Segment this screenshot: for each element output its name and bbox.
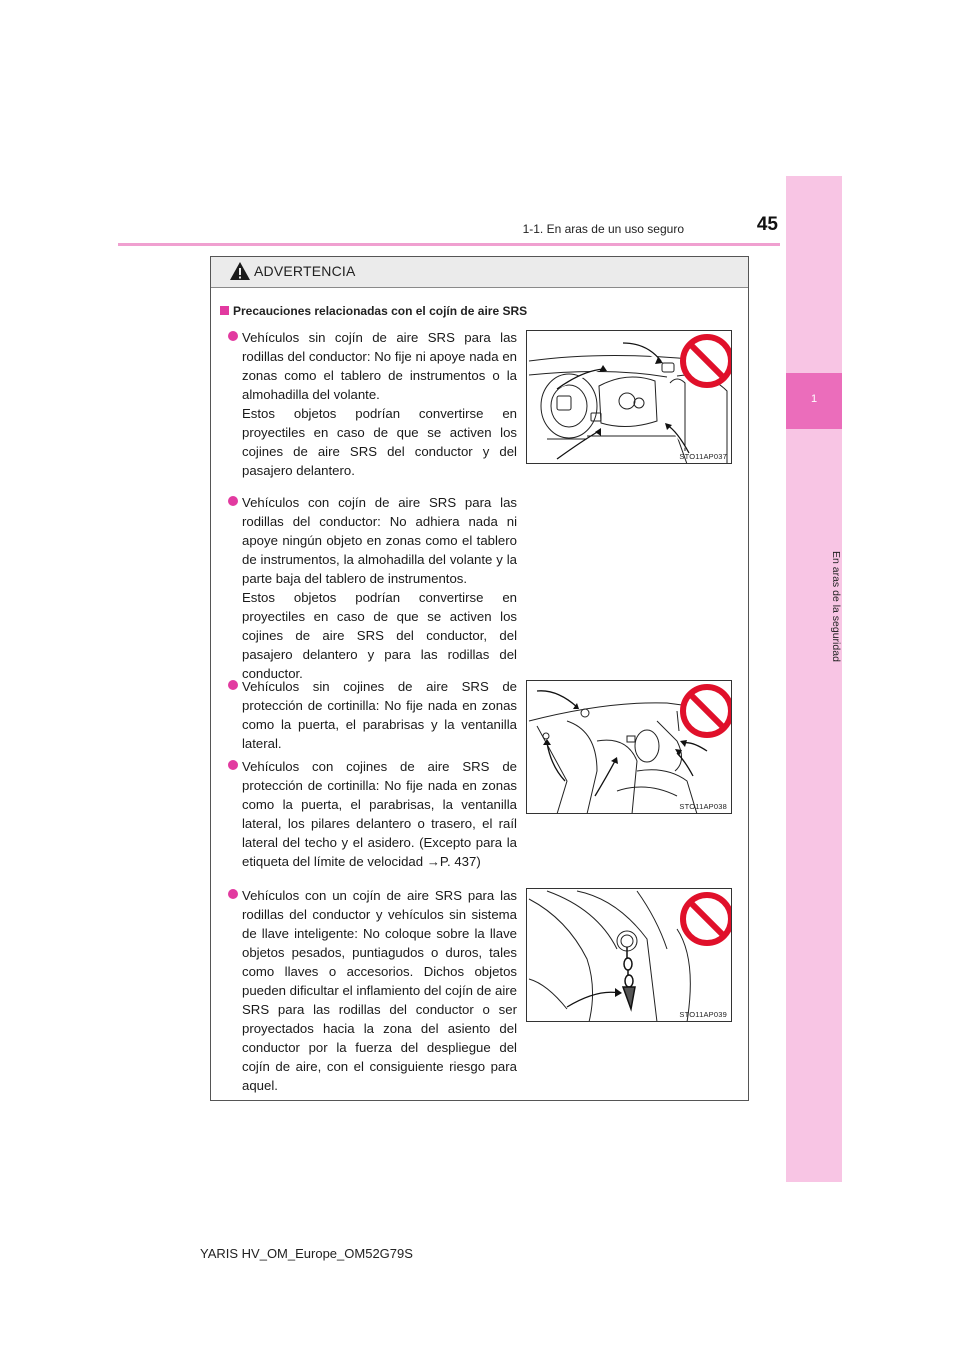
bullet-dot-icon <box>228 889 238 899</box>
warning-triangle-icon <box>229 261 251 281</box>
chapter-tab-strip <box>786 176 842 1182</box>
bullet-dot-icon <box>228 680 238 690</box>
warning-item <box>228 677 517 753</box>
chapter-number: 1 <box>810 393 818 405</box>
paragraph: Vehículos sin cojín de aire SRS para las rodillas del conductor: No fije ni apoye nada en zonas como el tablero de instrumentos o la almohadilla del volante. <box>242 330 517 402</box>
warning-item <box>228 886 517 1095</box>
figure-label: STO11AP039 <box>679 1010 727 1019</box>
figure-label: STO11AP038 <box>679 802 727 811</box>
bullet-dot-icon <box>228 760 238 770</box>
chapter-title-tab <box>786 446 842 766</box>
warning-item-text <box>242 757 517 871</box>
figure-cabin <box>526 680 732 814</box>
figure-key <box>526 888 732 1022</box>
warning-item <box>228 493 517 683</box>
paragraph: Estos objetos podrían convertirse en proyectiles en caso de que se activen los cojines de aire SRS del conductor y del pasajero delantero. <box>242 406 517 478</box>
figure-dashboard <box>526 330 732 464</box>
document-code: YARIS HV_OM_Europe_OM52G79S <box>200 1246 413 1261</box>
figure-label: STO11AP037 <box>679 452 727 461</box>
warning-title: ADVERTENCIA <box>254 263 356 279</box>
warning-item <box>228 328 517 480</box>
header-rule <box>118 243 780 246</box>
warning-item-text <box>242 677 517 753</box>
dashboard-objects-prohibited-icon <box>527 331 732 464</box>
warning-item-text <box>242 493 517 683</box>
paragraph: Vehículos con un cojín de aire SRS para las rodillas del conductor y vehículos sin sistema de llave inteligente: No coloque sobre la llave objetos pesados, puntiagudos o duros, tales como llaves o accesorios. Dichos objetos pueden dificultar el inflamiento del cojín de aire SRS para las rodillas del conductor o ser proyectados hacia la zona del asiento del conductor por la fuerza del despliegue del cojín de aire, con el consiguiente riesgo para aquel. <box>242 888 517 1093</box>
bullet-dot-icon <box>228 496 238 506</box>
key-objects-prohibited-icon <box>527 889 732 1022</box>
section-title: 1-1. En aras de un uso seguro <box>522 222 684 236</box>
chapter-number-tab <box>786 373 842 429</box>
square-bullet-icon <box>220 306 229 315</box>
paragraph: Estos objetos podrían convertirse en proyectiles en caso de que se activen los cojines de aire SRS del conductor, del pasajero delantero y para las rodillas del conductor. <box>242 590 517 681</box>
page-number: 45 <box>756 214 778 235</box>
bullet-dot-icon <box>228 331 238 341</box>
subsection-title: Precauciones relacionadas con el cojín de aire SRS <box>233 304 528 318</box>
warning-header <box>211 257 748 288</box>
paragraph: Vehículos con cojín de aire SRS para las rodillas del conductor: No adhiera nada ni apoye ningún objeto en zonas como el tablero de instrumentos, la almohadilla del volante y la parte baja del tablero de instrumentos. <box>242 495 517 586</box>
warning-item-text <box>242 886 517 1095</box>
warning-box <box>210 256 749 1101</box>
chapter-title: En aras de la seguridad <box>830 550 842 662</box>
cabin-objects-prohibited-icon <box>527 681 732 814</box>
subsection-heading <box>220 304 527 318</box>
warning-item <box>228 757 517 871</box>
warning-item-text <box>242 328 517 480</box>
paragraph: Vehículos sin cojines de aire SRS de protección de cortinilla: No fije nada en zonas como la puerta, el parabrisas y la ventanilla lateral. <box>242 679 517 751</box>
paragraph: Vehículos con cojines de aire SRS de protección de cortinilla: No fije nada en zonas como la puerta, el parabrisas, la ventanilla lateral, los pilares delantero o trasero, el raíl lateral del techo y el asidero. (Excepto para la etiqueta del límite de velocidad →P. 437) <box>242 759 517 869</box>
